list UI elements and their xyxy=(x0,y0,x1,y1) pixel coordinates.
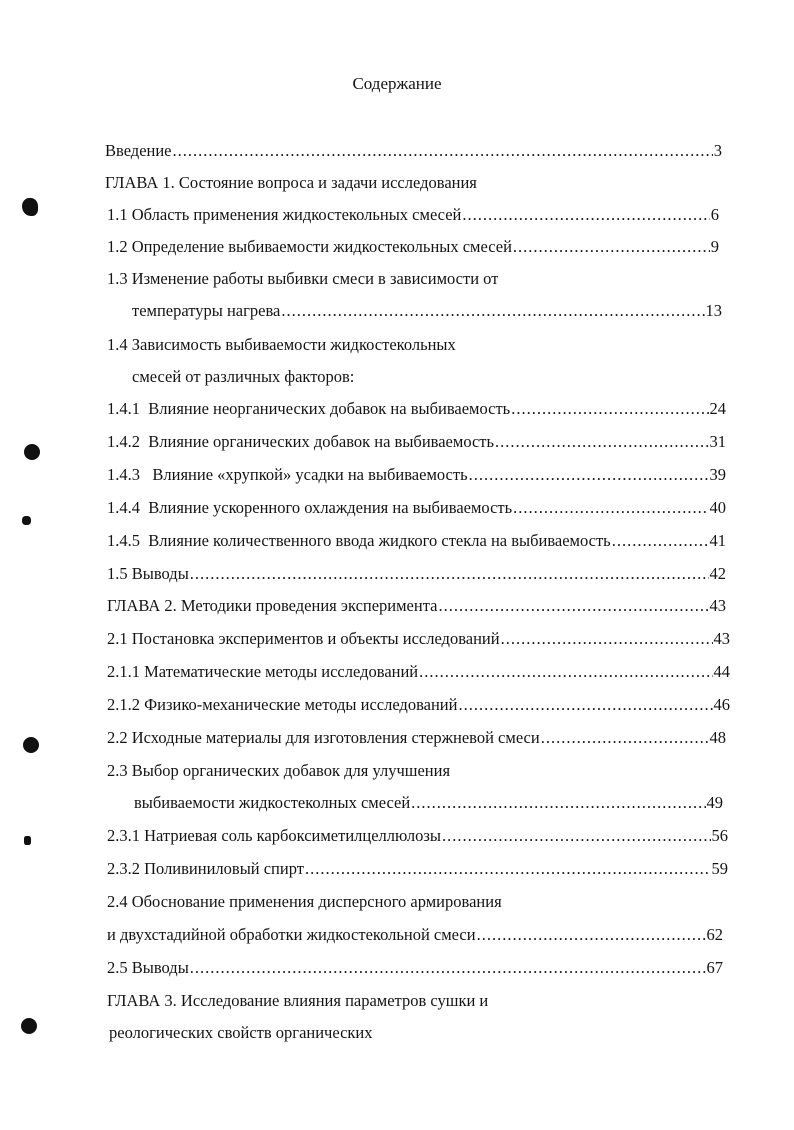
toc-entry-text: 2.2 Исходные материалы для изготовления стержневой смеси xyxy=(107,728,540,747)
toc-entry-page: 67 xyxy=(706,958,723,977)
toc-chapter-heading xyxy=(107,990,488,1012)
toc-entry-text: Введение xyxy=(105,141,172,160)
toc-entry-text: 1.4.3 Влияние «хрупкой» усадки на выбиваемость xyxy=(107,465,468,484)
toc-entry-page: 39 xyxy=(709,465,726,484)
toc-entry-page: 43 xyxy=(709,596,726,615)
toc-entry xyxy=(107,497,726,519)
toc-entry-page: 46 xyxy=(713,695,730,714)
toc-entry-page: 43 xyxy=(713,629,730,648)
toc-entry xyxy=(107,236,719,258)
toc-entry xyxy=(107,694,730,716)
toc-entry xyxy=(107,825,728,847)
punch-hole-mark xyxy=(24,836,31,845)
toc-entry xyxy=(107,464,726,486)
toc-leader xyxy=(495,431,708,453)
punch-hole-mark xyxy=(21,1018,37,1034)
toc-entry xyxy=(107,957,723,979)
toc-entry xyxy=(107,727,726,749)
toc-leader xyxy=(419,661,712,683)
punch-hole-mark xyxy=(22,198,38,216)
punch-hole-mark xyxy=(22,516,31,525)
toc-entry-page: 59 xyxy=(711,859,728,878)
toc-chapter-heading xyxy=(105,172,477,194)
toc-entry xyxy=(105,140,722,162)
toc-entry-text: ГЛАВА 1. Состояние вопроса и задачи исследования xyxy=(105,173,477,192)
toc-entry xyxy=(107,563,726,585)
toc-entry xyxy=(109,1022,373,1044)
toc-entry-page: 49 xyxy=(706,793,723,812)
toc-entry-page: 40 xyxy=(709,498,726,517)
toc-leader xyxy=(612,530,709,552)
toc-entry-page: 42 xyxy=(709,564,726,583)
toc-leader xyxy=(477,924,706,946)
toc-chapter-heading xyxy=(107,595,726,617)
toc-entry-text: и двухстадийной обработки жидкостекольной смеси xyxy=(107,925,476,944)
toc-leader xyxy=(190,563,709,585)
toc-entry-text: 2.1.1 Математические методы исследований xyxy=(107,662,419,681)
toc-entry-text: выбиваемости жидкостеколных смесей xyxy=(134,793,411,812)
toc-leader xyxy=(513,497,708,519)
toc-entry-text: 2.3.1 Натриевая соль карбоксиметилцеллюлозы xyxy=(107,826,442,845)
toc-entry-text: 1.4.1 Влияние неорганических добавок на выбиваемость xyxy=(107,399,511,418)
toc-entry xyxy=(107,858,728,880)
toc-entry-text: 1.4.4 Влияние ускоренного охлаждения на выбиваемость xyxy=(107,498,513,517)
punch-hole-mark xyxy=(24,444,40,460)
toc-leader xyxy=(438,595,708,617)
toc-leader xyxy=(305,858,711,880)
toc-entry xyxy=(107,204,719,226)
toc-entry-text: 1.4 Зависимость выбиваемости жидкостекольных xyxy=(107,335,456,354)
toc-entry xyxy=(134,792,723,814)
toc-leader xyxy=(411,792,705,814)
toc-entry-page: 48 xyxy=(709,728,726,747)
page-title: Содержание xyxy=(352,74,442,93)
toc-entry-text: 2.5 Выводы xyxy=(107,958,189,977)
toc-entry xyxy=(107,760,450,782)
toc-entry xyxy=(107,431,726,453)
toc-entry-text: реологических свойств органических xyxy=(109,1023,373,1042)
toc-entry-text: ГЛАВА 2. Методики проведения эксперимента xyxy=(107,596,438,615)
toc-entry xyxy=(107,661,730,683)
toc-entry-text: 2.3 Выбор органических добавок для улучшения xyxy=(107,761,451,780)
toc-entry xyxy=(107,628,730,650)
toc-entry-page: 31 xyxy=(709,432,726,451)
toc-entry-text: 1.3 Изменение работы выбивки смеси в зависимости от xyxy=(107,269,499,288)
toc-entry-page: 44 xyxy=(713,662,730,681)
toc-entry-text: температуры нагрева xyxy=(132,301,281,320)
toc-leader xyxy=(469,464,709,486)
toc-entry-text: ГЛАВА 3. Исследование влияния параметров сушки и xyxy=(107,991,489,1010)
toc-entry xyxy=(107,334,456,356)
toc-entry-text: 1.5 Выводы xyxy=(107,564,189,583)
toc-leader xyxy=(513,236,710,258)
toc-leader xyxy=(501,628,713,650)
toc-entry xyxy=(132,366,354,388)
toc-entry xyxy=(107,398,726,420)
toc-entry-text: 1.1 Область применения жидкостекольных смесей xyxy=(107,205,462,224)
toc-entry xyxy=(107,891,502,913)
toc-entry-page: 56 xyxy=(711,826,728,845)
toc-entry-text: 2.3.2 Поливиниловый спирт xyxy=(107,859,304,878)
toc-entry-text: 1.2 Определение выбиваемости жидкостекольных смесей xyxy=(107,237,512,256)
toc-entry-page: 62 xyxy=(706,925,723,944)
toc-entry xyxy=(107,924,723,946)
toc-entry-page: 13 xyxy=(705,301,722,320)
toc-leader xyxy=(173,140,713,162)
toc-entry-text: 1.4.5 Влияние количественного ввода жидкого стекла на выбиваемость xyxy=(107,531,611,550)
toc-entry-text: 2.4 Обоснование применения дисперсного армирования xyxy=(107,892,502,911)
toc-leader xyxy=(190,957,706,979)
toc-entry-page: 3 xyxy=(713,141,722,160)
toc-entry xyxy=(107,530,726,552)
toc-entry-page: 24 xyxy=(709,399,726,418)
toc-entry-text: смесей от различных факторов: xyxy=(132,367,355,386)
toc-entry-text: 2.1.2 Физико-механические методы исследований xyxy=(107,695,458,714)
toc-leader xyxy=(511,398,708,420)
toc-entry-page: 9 xyxy=(710,237,719,256)
toc-entry-text: 1.4.2 Влияние органических добавок на выбиваемость xyxy=(107,432,495,451)
toc-leader xyxy=(442,825,710,847)
punch-hole-mark xyxy=(23,737,39,753)
toc-entry-text: 2.1 Постановка экспериментов и объекты исследований xyxy=(107,629,500,648)
toc-entry xyxy=(107,268,498,290)
toc-entry-page: 41 xyxy=(709,531,726,550)
toc-leader xyxy=(458,694,712,716)
toc-entry xyxy=(132,300,722,322)
toc-leader xyxy=(281,300,704,322)
toc-entry-page: 6 xyxy=(710,205,719,224)
toc-leader xyxy=(541,727,709,749)
toc-leader xyxy=(462,204,709,226)
